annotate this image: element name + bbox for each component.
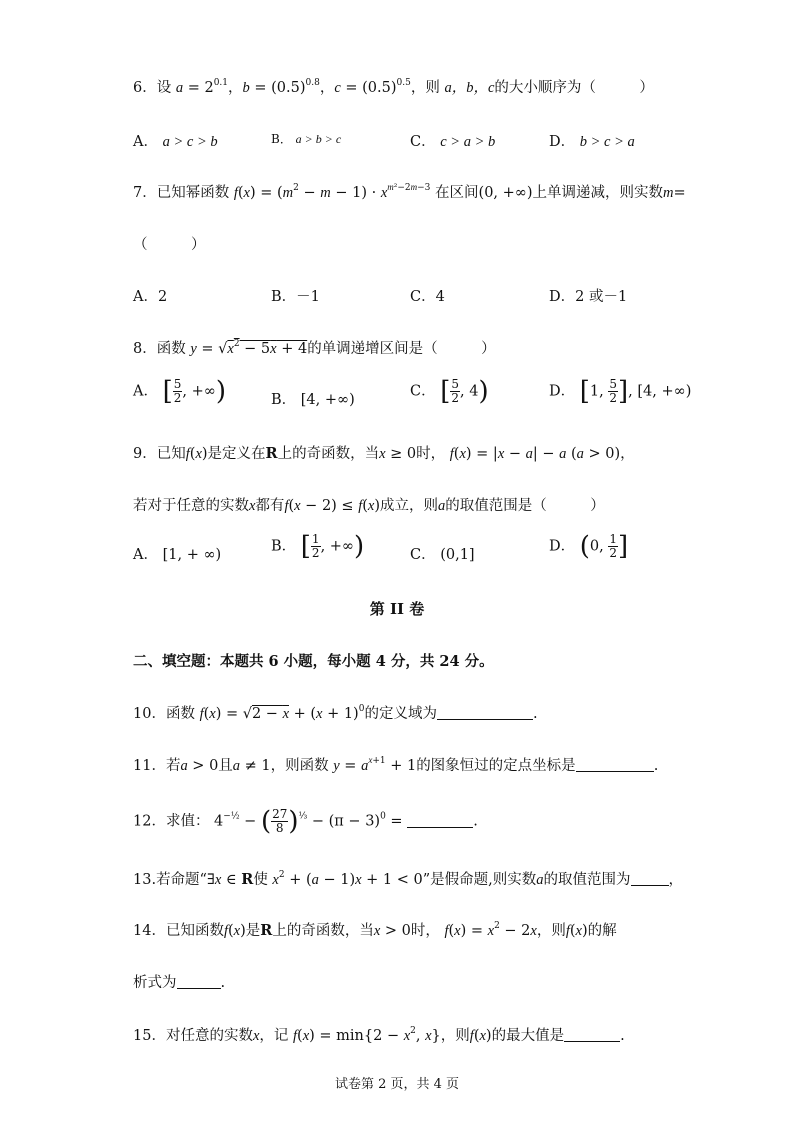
question-10: 10．函数 $f(x) = √2 - x + (x + 1)^0$的定义域为 . bbox=[133, 704, 538, 722]
question-12: 12．求值： $4^{-\frac{1}{2}}$ − ( $\frac{27}{8}$ )$^{\frac{1}{3}} - (\pi - 3)^0$ = . bbox=[133, 806, 478, 837]
answer-blank[interactable] bbox=[564, 1027, 620, 1042]
option-b: B．－1 bbox=[271, 289, 320, 305]
page-footer: 试卷第 2 页，共 4 页 bbox=[334, 1077, 460, 1092]
question-8-stem: 8．函数 $y = √x^2 - 5x + 4$的单调递增区间是（ ） bbox=[133, 339, 496, 357]
option-b: B． [4, +∞) bbox=[271, 392, 355, 408]
question-9-line2: 若对于任意的实数x都有f(x − 2) ≤ f(x)成立，则a的取值范围是（ ） bbox=[133, 498, 605, 514]
option-b: B． a > b > c bbox=[271, 132, 342, 146]
question-14: 14．已知函数f(x)是R上的奇函数，当x > 0时， $f(x) = x^2 - 2x$，则f(x)的解 bbox=[133, 921, 617, 939]
question-9-stem: 9．已知f(x)是定义在R上的奇函数，当x ≥ 0时， f(x) = |x − a| − a (a > 0)， bbox=[133, 445, 635, 462]
option-c: C．4 bbox=[410, 289, 445, 305]
option-a: A． a > c > b bbox=[133, 134, 218, 150]
answer-blank[interactable] bbox=[631, 871, 669, 886]
answer-blank[interactable] bbox=[437, 705, 533, 720]
answer-blank[interactable] bbox=[576, 757, 654, 772]
question-7-stem: 7．已知幂函数 $f(x) = (m^2 - m - 1) \cdot x^{m^2-2m-3}$ 在区间(0, +∞)上单调递减，则实数m= bbox=[133, 182, 686, 201]
question-7-paren: （ ） bbox=[133, 237, 206, 253]
option-c: C． [ $\frac{5}{2}$ , 4) bbox=[410, 376, 489, 407]
option-a: A． [ $\frac{5}{2}$ , +∞) bbox=[133, 376, 226, 407]
volume-title: 第 II 卷 bbox=[369, 600, 425, 618]
option-d: D．2 或－1 bbox=[549, 289, 628, 305]
option-d: D． b > c > a bbox=[549, 134, 635, 150]
answer-blank[interactable] bbox=[407, 813, 473, 828]
option-c: C． c > a > b bbox=[410, 134, 496, 150]
section-2-heading: 二、填空题：本题共 6 小题，每小题 4 分，共 24 分。 bbox=[133, 653, 494, 670]
option-c: C． (0,1] bbox=[410, 547, 475, 563]
option-b: B． [ $\frac{1}{2}$ , +∞) bbox=[271, 531, 365, 562]
answer-blank[interactable] bbox=[177, 974, 221, 989]
question-6-stem: 6．设 $a = 2^{0.1}$，$b = (0.5)^{0.8}$，$c = (0.5)^{0.5}$，则 a，b，c的大小顺序为（ ） bbox=[133, 78, 654, 96]
question-14-line2: 析式为 . bbox=[133, 975, 226, 991]
question-11: 11．若a > 0且a ≠ 1，则函数 $y = a^{x+1} + 1$的图象恒过的定点坐标是 . bbox=[133, 755, 659, 774]
option-a: A． [1, + ∞) bbox=[133, 547, 222, 563]
question-13: 13.若命题“∃x ∈ R使 $x^2 + (a - 1)x + 1 < 0$”是假命题,则实数a的取值范围为 ， bbox=[133, 870, 684, 888]
option-d: D． [1, $\frac{5}{2}$ ], [4, +∞) bbox=[549, 376, 692, 407]
question-15: 15．对任意的实数x，记 $f(x) = \min\{2 - x^2$, x}，则f(x)的最大值是 . bbox=[133, 1026, 625, 1044]
option-d: D． (0, $\frac{1}{2}$ ] bbox=[549, 531, 629, 562]
option-a: A．2 bbox=[133, 289, 168, 305]
